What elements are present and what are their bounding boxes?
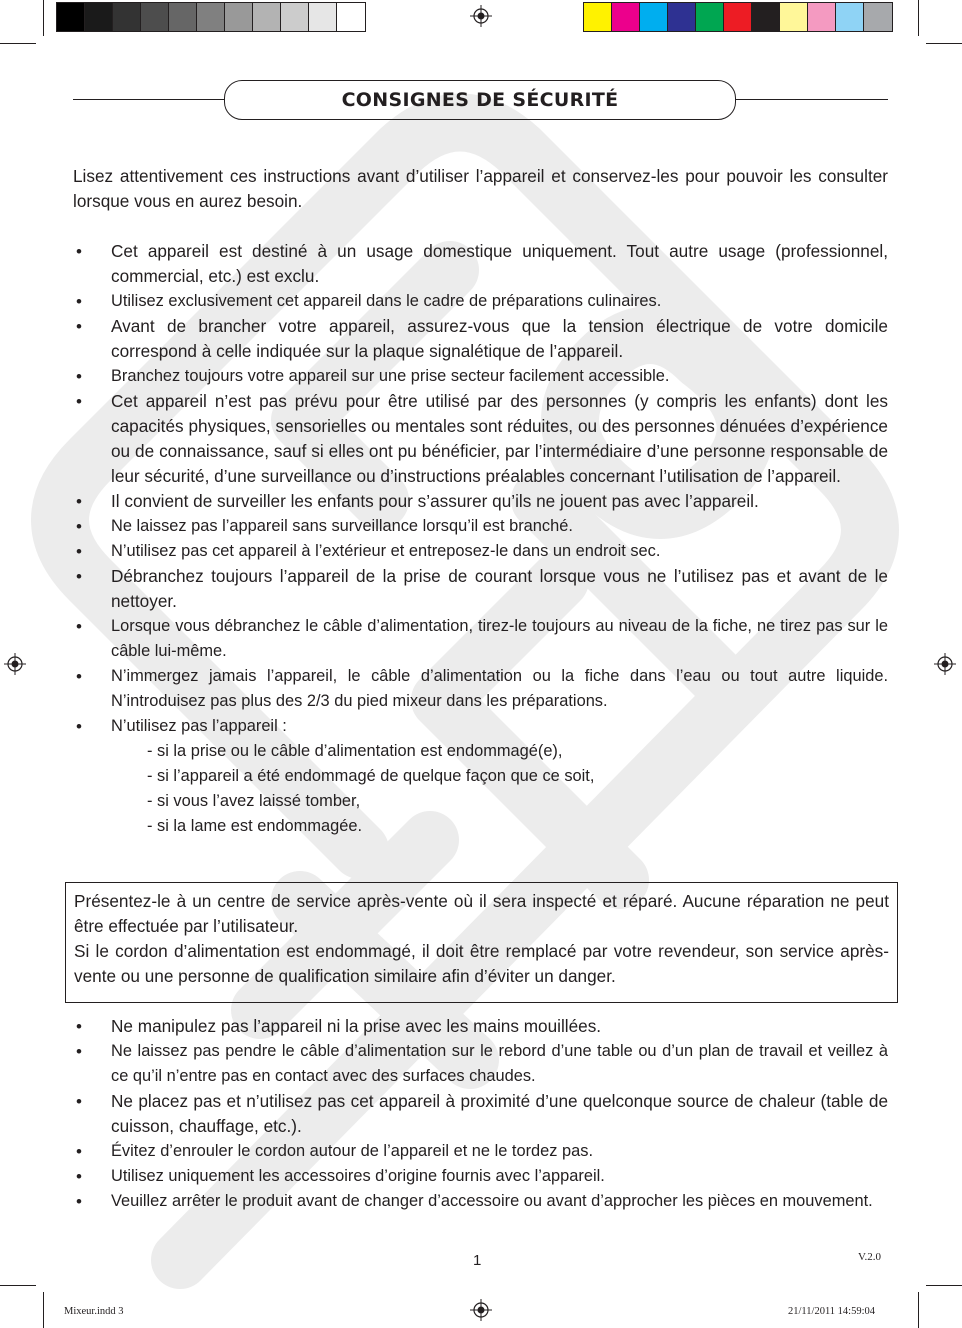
list-item — [73, 664, 888, 714]
list-item — [73, 564, 888, 614]
item-text: Ne laissez pas pendre le câble d’alimentation sur le rebord d’une table ou d’un plan de travail et veillez à ce qu’il n’entre pas en contact avec des surfaces chaudes. — [111, 1042, 888, 1085]
color-swatch — [309, 3, 337, 31]
crop-mark — [43, 0, 44, 36]
notice-paragraph: Si le cordon d’alimentation est endommagé, il doit être remplacé par votre revendeur, son service après-vente ou une personne de qualification similaire afin d’éviter un danger. — [74, 941, 889, 986]
title-rule-right — [736, 99, 888, 100]
list-item — [73, 1139, 888, 1164]
list-item — [73, 239, 888, 289]
item-text: N’immergez jamais l’appareil, le câble d’alimentation ou la fiche dans l’eau ou tout autre liquide. N’introduisez pas plus des 2/3 du pied mixeur dans les préparations. — [111, 667, 888, 710]
item-emphasis-text: Avant de brancher votre appareil, assurez-vous que la tension électrique de votre domicile correspond à celle indiquée sur la plaque signalétique de l’appareil. — [111, 316, 888, 361]
slug-date: 21/11/2011 14:59:04 — [788, 1306, 876, 1317]
item-emphasis-text: Ne manipulez pas l’appareil ni la prise avec les mains mouillées. — [111, 1016, 602, 1036]
color-swatch — [752, 3, 780, 31]
item-emphasis-text: Il convient de surveiller les enfants pour s’assurer qu’ils ne jouent pas avec l’appareil. — [111, 491, 759, 511]
list-item — [73, 364, 888, 389]
color-swatch — [85, 3, 113, 31]
item-emphasis-text: Cet appareil n’est pas prévu pour être utilisé par des personnes (y compris les enfants) dont les capacités physiques, sensorielles ou mentales sont réduites, ou des personnes dénuées d’expérience ou de connaissance, sauf si elles ont pu bénéficier, par l’intermédiaire d’une personne responsable de leur sécurité, d’une surveillance ou d’instructions préalables concernant l’utilisation de l’appareil. — [111, 391, 888, 486]
list-item — [73, 1189, 888, 1214]
item-text: Cet appareil est destiné à un — [111, 241, 367, 261]
item-text: Ne laissez pas l’appareil sans surveillance lorsqu’il est branché. — [111, 517, 573, 535]
color-swatch — [612, 3, 640, 31]
page-title: CONSIGNES DE SÉCURITÉ — [224, 80, 736, 120]
color-swatch — [640, 3, 668, 31]
item-text: Veuillez arrêter le produit avant de changer d’accessoire ou avant d’approcher les pièces en mouvement. — [111, 1192, 873, 1210]
item-text: ). — [291, 1116, 302, 1136]
sub-item-text: - si l’appareil a été endommagé de quelque façon que ce soit, — [147, 767, 595, 785]
page-number: 1 — [473, 1252, 482, 1269]
sub-item-text: - si la lame est endommagée. — [147, 817, 362, 835]
grayscale-color-bar — [56, 2, 366, 32]
color-swatch — [780, 3, 808, 31]
crop-mark — [0, 1285, 36, 1286]
intro-paragraph: Lisez attentivement ces instructions avant d’utiliser l’appareil et conservez-les pour pouvoir les consulter lorsque vous en aurez besoin. — [73, 166, 888, 211]
sub-item-text: - si vous l’avez laissé tomber, — [147, 792, 361, 810]
color-swatch — [141, 3, 169, 31]
color-swatch — [668, 3, 696, 31]
safety-list-2 — [73, 1014, 888, 1214]
version-label: V.2.0 — [858, 1251, 882, 1263]
registration-mark-icon — [470, 1299, 492, 1321]
color-swatch — [584, 3, 612, 31]
item-text: Utilisez uniquement les accessoires d’origine fournis avec l’appareil. — [111, 1167, 605, 1185]
crop-mark — [0, 43, 36, 44]
crop-mark — [43, 1292, 44, 1328]
color-swatch — [724, 3, 752, 31]
color-swatch — [169, 3, 197, 31]
color-swatch — [337, 3, 365, 31]
registration-mark-icon — [4, 653, 26, 675]
list-item — [73, 614, 888, 664]
color-swatch — [197, 3, 225, 31]
list-item — [73, 539, 888, 564]
item-text: Utilisez exclusivement cet appareil dans le cadre de préparations culinaires. — [111, 292, 662, 310]
color-swatch — [281, 3, 309, 31]
item-text: N’utilisez pas l’appareil : — [111, 717, 287, 735]
item-text: Tout autre usage (professionnel, commercial, etc.) est exclu. — [111, 241, 888, 286]
list-item — [73, 314, 888, 364]
item-emphasis-text: Ne placez pas et n’utilisez pas cet appareil à proximité d’une quelconque source de chaleur (table de cuisson, chauffage, etc. — [111, 1091, 888, 1136]
notice-paragraph: Présentez-le à un centre de service après-vente où il sera inspecté et réparé. Aucune réparation ne peut être effectuée par l’utilisateur. — [74, 891, 889, 936]
item-emphasis-text: usage domestique uniquement. — [366, 241, 617, 261]
item-text: Lorsque vous débranchez le câble d’alimentation, tirez-le toujours au niveau de la fiche, ne tirez pas sur le câble lui-même. — [111, 617, 888, 660]
list-item — [73, 1164, 888, 1189]
slug-file: Mixeur.indd 3 — [64, 1306, 124, 1317]
item-text: Branchez toujours votre appareil sur une prise secteur facilement accessible. — [111, 367, 670, 385]
color-swatch — [113, 3, 141, 31]
color-swatch — [864, 3, 892, 31]
sub-item-text: - si la prise ou le câble d’alimentation est endommagé(e), — [147, 742, 563, 760]
color-swatch — [836, 3, 864, 31]
list-item — [73, 289, 888, 314]
color-swatch — [808, 3, 836, 31]
crop-mark — [918, 0, 919, 36]
list-item — [73, 514, 888, 539]
item-emphasis-text: Débranchez toujours l’appareil de la prise de courant lorsque vous ne l’utilisez pas et avant de le nettoyer. — [111, 566, 888, 611]
list-item — [73, 1039, 888, 1089]
list-item — [73, 389, 888, 489]
title-rule-left — [73, 99, 224, 100]
process-color-bar — [583, 2, 893, 32]
crop-mark — [926, 1285, 962, 1286]
color-swatch — [225, 3, 253, 31]
item-text: Évitez d’enrouler le cordon autour de l’appareil et ne le tordez pas. — [111, 1142, 593, 1160]
safety-list-1 — [73, 239, 888, 839]
color-swatch — [57, 3, 85, 31]
crop-mark — [926, 43, 962, 44]
list-item — [73, 714, 888, 839]
list-item — [73, 1089, 888, 1139]
registration-mark-icon — [934, 653, 956, 675]
crop-mark — [918, 1292, 919, 1328]
item-text: N’utilisez pas cet appareil à l’extérieur et entreposez-le dans un endroit sec. — [111, 542, 661, 560]
list-item — [73, 489, 888, 514]
color-swatch — [696, 3, 724, 31]
list-item — [73, 1014, 888, 1039]
notice-box — [65, 882, 898, 1003]
registration-mark-icon — [470, 5, 492, 27]
color-swatch — [253, 3, 281, 31]
